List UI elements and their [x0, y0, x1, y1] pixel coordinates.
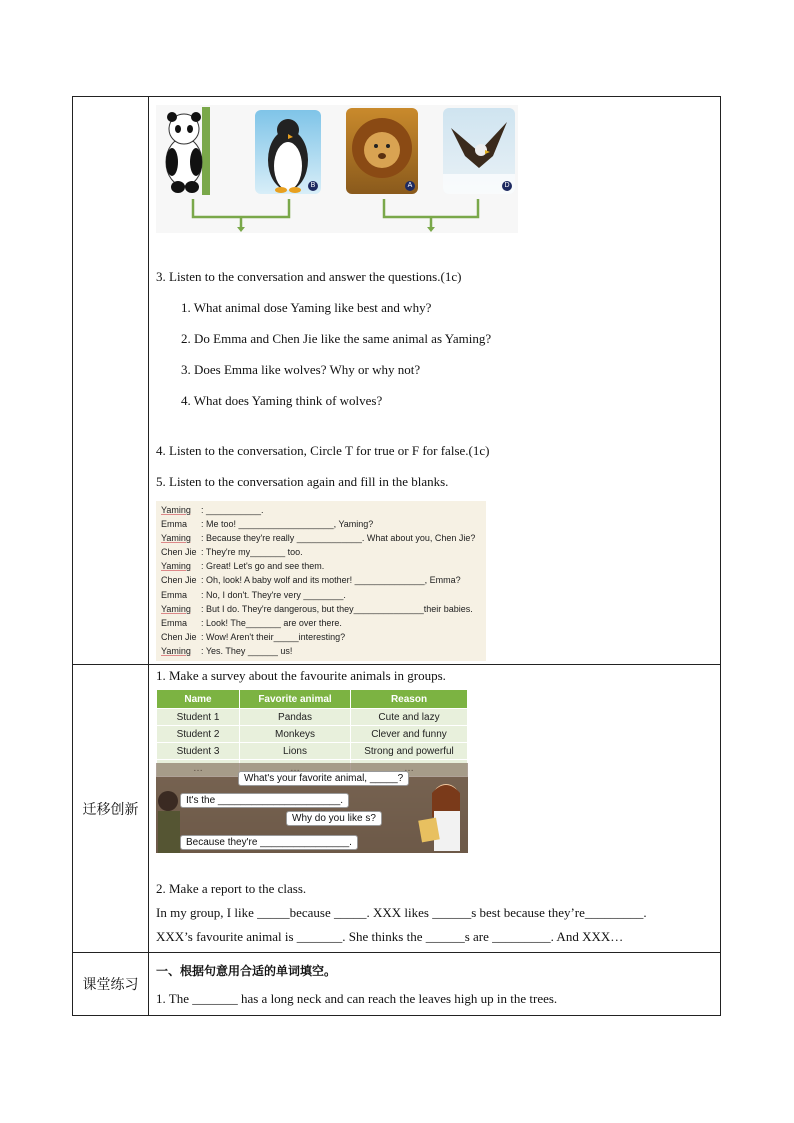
report-line: In my group, I like _____because _____. XXX likes ______s best because they’re_________.	[156, 905, 647, 920]
survey-image	[156, 689, 468, 853]
row-label	[73, 97, 149, 664]
dialogue-line: Yaming : ___________.	[161, 505, 264, 515]
photo-badge: D	[502, 181, 512, 191]
table-row: Student 2 Monkeys Clever and funny	[157, 726, 468, 743]
dialogue-line: Yaming : But I do. They're dangerous, but they______________their babies.	[161, 604, 473, 614]
practice-cell	[149, 953, 720, 1015]
dialogue-line: Chen Jie : Wow! Aren't their_____interesting?	[161, 632, 346, 642]
survey-header: Reason	[351, 690, 468, 709]
lesson-table	[72, 96, 721, 1016]
practice-item: 1. The _______ has a long neck and can reach the leaves high up in the trees.	[156, 991, 558, 1006]
photo-badge: A	[405, 181, 415, 191]
dialogue-line: Chen Jie : Oh, look! A baby wolf and its mother! ______________, Emma?	[161, 575, 461, 585]
q3-item: 1. What animal dose Yaming like best and why?	[181, 300, 432, 315]
speech-bubble: What's your favorite animal, _____?	[238, 771, 409, 786]
dialogue-box	[156, 501, 486, 661]
row-label: 课堂练习	[73, 953, 149, 1015]
practice-heading: 一、根据句意用合适的单词填空。	[156, 964, 337, 978]
task1-title: 1. Make a survey about the favourite animals in groups.	[156, 668, 446, 683]
task2-title: 2. Make a report to the class.	[156, 881, 307, 896]
q4-title: 4. Listen to the conversation, Circle T for true or F for false.(1c)	[156, 443, 490, 458]
report-line: XXX’s favourite animal is _______. She thinks the ______s are _________. And XXX…	[156, 929, 624, 944]
dialogue-line: Yaming : Because they're really _____________. What about you, Chen Jie?	[161, 533, 476, 543]
q3-title: 3. Listen to the conversation and answer the questions.(1c)	[156, 269, 462, 284]
q3-item: 3. Does Emma like wolves? Why or why not?	[181, 362, 421, 377]
survey-header: Favorite animal	[240, 690, 351, 709]
dialogue-line: Chen Jie : They're my_______ too.	[161, 547, 303, 557]
row-label: 迁移创新	[73, 665, 149, 952]
survey-header: Name	[157, 690, 240, 709]
photo-badge: B	[308, 181, 318, 191]
listening-cell	[149, 97, 720, 664]
speech-bubble: Why do you like s?	[286, 811, 382, 826]
q5-title: 5. Listen to the conversation again and fill in the blanks.	[156, 474, 449, 489]
table-row: Student 3 Lions Strong and powerful	[157, 743, 468, 760]
connector-lines	[156, 105, 518, 233]
speech-bubble: Because they're ________________.	[180, 835, 358, 850]
dialogue-line: Emma : No, I don't. They're very ________.	[161, 590, 346, 600]
dialogue-line: Emma : Me too! ___________________, Yaming?	[161, 519, 374, 529]
transfer-cell	[149, 665, 720, 952]
table-row-transfer	[72, 664, 721, 952]
q3-item: 2. Do Emma and Chen Jie like the same animal as Yaming?	[181, 331, 492, 346]
q3-item: 4. What does Yaming think of wolves?	[181, 393, 383, 408]
table-row: Student 1 Pandas Cute and lazy	[157, 709, 468, 726]
dialogue-line: Yaming : Great! Let's go and see them.	[161, 561, 325, 571]
speech-bubble: It's the ______________________.	[180, 793, 349, 808]
table-row-practice	[72, 952, 721, 1016]
dialogue-line: Yaming : Yes. They ______ us!	[161, 646, 293, 656]
table-row-listening	[72, 96, 721, 664]
animal-photo-strip	[156, 105, 518, 233]
dialogue-line: Emma : Look! The_______ are over there.	[161, 618, 342, 628]
